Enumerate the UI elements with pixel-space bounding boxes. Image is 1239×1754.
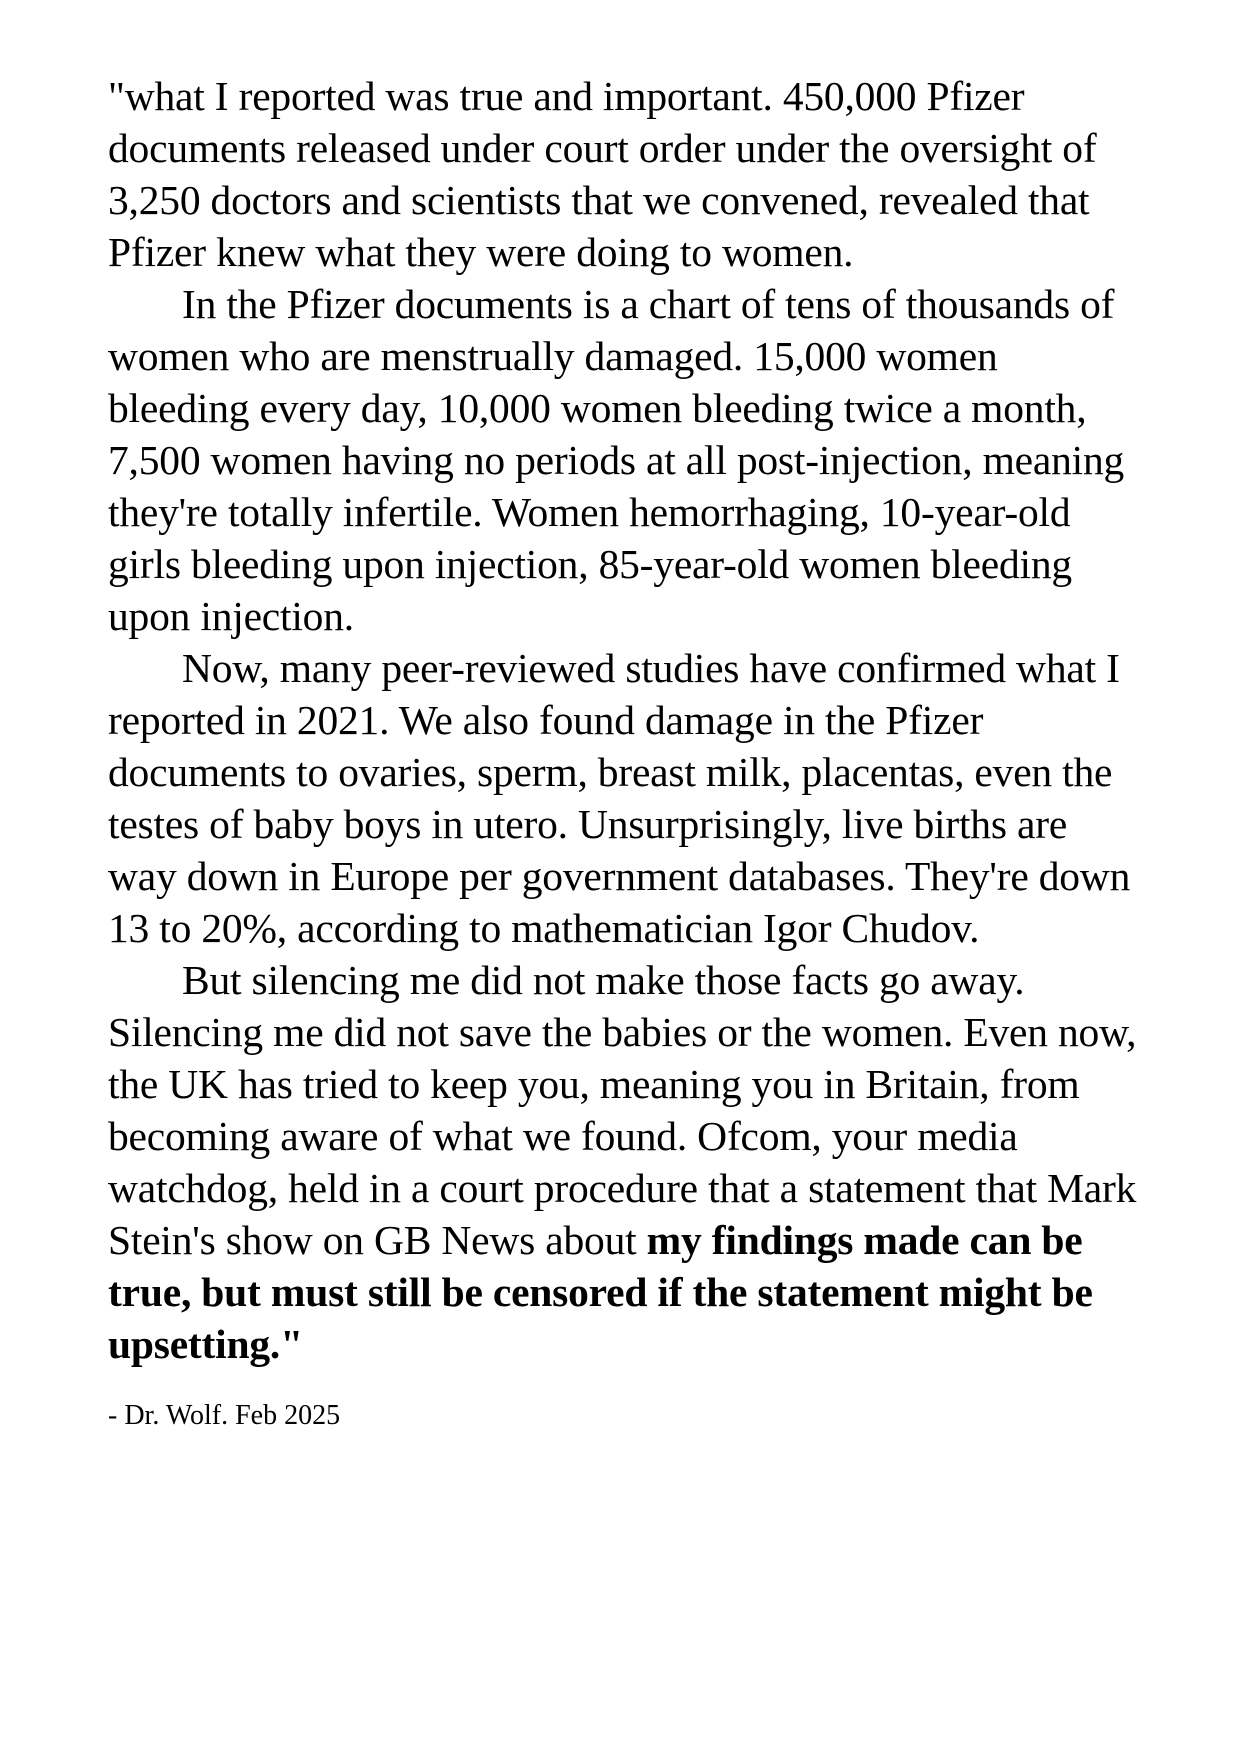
paragraph-1: "what I reported was true and important. 450,000 Pfizer documents released under court order under the oversight of 3,250 doctors and scientists that we convened, revealed that Pfizer knew what they were doing to women. — [108, 73, 1097, 275]
paragraph-3: Now, many peer-reviewed studies have confirmed what I reported in 2021. We also found damage in the Pfizer documents to ovaries, sperm, breast milk, placentas, even the testes of baby boys in utero. Unsurprisingly, live births are way down in Europe per government databases. They're down 13 to 20%, according to mathematician Igor Chudov. — [108, 645, 1131, 951]
paragraph-4 — [108, 954, 1138, 1370]
document-page — [108, 70, 1138, 1434]
paragraph-2: In the Pfizer documents is a chart of tens of thousands of women who are menstrually damaged. 15,000 women bleeding every day, 10,000 women bleeding twice a month, 7,500 women having no periods at all post-injection, meaning they're totally infertile. Women hemorrhaging, 10-year-old girls bleeding upon injection, 85-year-old women bleeding upon injection. — [108, 281, 1125, 639]
attribution: - Dr. Wolf. Feb 2025 — [108, 1400, 341, 1431]
paragraph-4-bold-text: my findings made can be true, but must still be censored if the statement might be upsetting." — [108, 1217, 1093, 1367]
quote-block — [108, 70, 1138, 1370]
paragraph-4-text: But silencing me did not make those facts go away. Silencing me did not save the babies or the women. Even now, the UK has tried to keep you, meaning you in Britain, from becoming aware of what we found. Ofcom, your media watchdog, held in a court procedure that a statement that Mark Stein's show on GB News about — [108, 957, 1137, 1263]
